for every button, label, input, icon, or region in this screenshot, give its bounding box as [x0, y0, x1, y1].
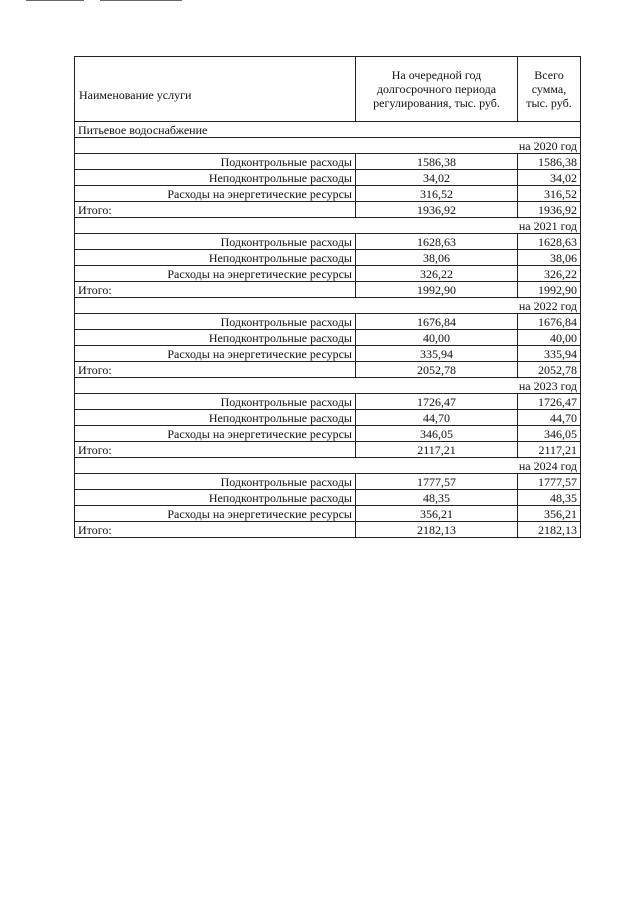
- header-period-amount: На очередной год долгосрочного периода регулирования, тыс. руб.: [356, 57, 518, 122]
- expense-name: Подконтрольные расходы: [75, 474, 356, 490]
- expense-value: 1777,57: [356, 474, 518, 490]
- expense-name: Расходы на энергетические ресурсы: [75, 186, 356, 202]
- header-total-amount: Всего сумма, тыс. руб.: [518, 57, 581, 122]
- total-label: Итого:: [75, 282, 356, 298]
- total-row: [75, 362, 581, 378]
- expense-value: 316,52: [356, 186, 518, 202]
- year-row: [75, 218, 581, 234]
- expense-total: 48,35: [518, 490, 581, 506]
- expense-name: Подконтрольные расходы: [75, 314, 356, 330]
- table-row: [75, 234, 581, 250]
- total-label: Итого:: [75, 202, 356, 218]
- expense-name: Неподконтрольные расходы: [75, 330, 356, 346]
- table-row: [75, 186, 581, 202]
- expense-value: 335,94: [356, 346, 518, 362]
- total-value: 1992,90: [356, 282, 518, 298]
- table-body: [75, 122, 581, 538]
- expense-total: 34,02: [518, 170, 581, 186]
- top-rule-left: [26, 0, 84, 1]
- top-rule-right: [100, 0, 182, 1]
- total-row: [75, 282, 581, 298]
- year-label: на 2024 год: [75, 458, 581, 474]
- year-label: на 2020 год: [75, 138, 581, 154]
- table-row: [75, 346, 581, 362]
- table-row: [75, 250, 581, 266]
- expense-value: 48,35: [356, 490, 518, 506]
- expense-value: 326,22: [356, 266, 518, 282]
- expense-value: 1726,47: [356, 394, 518, 410]
- table-header-row: [75, 57, 581, 122]
- expense-total: 1676,84: [518, 314, 581, 330]
- expense-total: 38,06: [518, 250, 581, 266]
- expense-name: Неподконтрольные расходы: [75, 490, 356, 506]
- table-row: [75, 170, 581, 186]
- expense-total: 1628,63: [518, 234, 581, 250]
- year-label: на 2021 год: [75, 218, 581, 234]
- table-row: [75, 426, 581, 442]
- expense-value: 1676,84: [356, 314, 518, 330]
- expense-value: 346,05: [356, 426, 518, 442]
- expense-total: 1777,57: [518, 474, 581, 490]
- expense-value: 40,00: [356, 330, 518, 346]
- expense-value: 38,06: [356, 250, 518, 266]
- header-service-name: Наименование услуги: [75, 57, 356, 122]
- table-row: [75, 474, 581, 490]
- total-sum: 1992,90: [518, 282, 581, 298]
- total-label: Итого:: [75, 522, 356, 538]
- year-label: на 2022 год: [75, 298, 581, 314]
- table-row: [75, 410, 581, 426]
- tariff-table: [74, 56, 581, 538]
- expense-total: 1586,38: [518, 154, 581, 170]
- total-value: 2117,21: [356, 442, 518, 458]
- expense-name: Подконтрольные расходы: [75, 154, 356, 170]
- year-row: [75, 378, 581, 394]
- total-value: 1936,92: [356, 202, 518, 218]
- expense-total: 356,21: [518, 506, 581, 522]
- expense-name: Расходы на энергетические ресурсы: [75, 346, 356, 362]
- expense-total: 44,70: [518, 410, 581, 426]
- table-row: [75, 314, 581, 330]
- expense-name: Неподконтрольные расходы: [75, 410, 356, 426]
- total-value: 2182,13: [356, 522, 518, 538]
- expense-total: 335,94: [518, 346, 581, 362]
- expense-name: Подконтрольные расходы: [75, 234, 356, 250]
- table-row: [75, 330, 581, 346]
- total-sum: 2117,21: [518, 442, 581, 458]
- table-row: [75, 266, 581, 282]
- expense-name: Неподконтрольные расходы: [75, 170, 356, 186]
- expense-total: 1726,47: [518, 394, 581, 410]
- total-label: Итого:: [75, 442, 356, 458]
- expense-name: Расходы на энергетические ресурсы: [75, 426, 356, 442]
- expense-value: 1628,63: [356, 234, 518, 250]
- expense-total: 346,05: [518, 426, 581, 442]
- expense-total: 326,22: [518, 266, 581, 282]
- expense-name: Неподконтрольные расходы: [75, 250, 356, 266]
- table-row: [75, 490, 581, 506]
- total-sum: 2182,13: [518, 522, 581, 538]
- year-row: [75, 298, 581, 314]
- year-row: [75, 458, 581, 474]
- total-row: [75, 522, 581, 538]
- service-name: Питьевое водоснабжение: [75, 122, 581, 138]
- expense-value: 1586,38: [356, 154, 518, 170]
- expense-value: 356,21: [356, 506, 518, 522]
- year-label: на 2023 год: [75, 378, 581, 394]
- expense-value: 34,02: [356, 170, 518, 186]
- total-row: [75, 202, 581, 218]
- expense-name: Подконтрольные расходы: [75, 394, 356, 410]
- table-row: [75, 506, 581, 522]
- service-row: [75, 122, 581, 138]
- expense-total: 40,00: [518, 330, 581, 346]
- year-row: [75, 138, 581, 154]
- table-row: [75, 394, 581, 410]
- total-sum: 1936,92: [518, 202, 581, 218]
- total-row: [75, 442, 581, 458]
- total-value: 2052,78: [356, 362, 518, 378]
- total-sum: 2052,78: [518, 362, 581, 378]
- expense-name: Расходы на энергетические ресурсы: [75, 506, 356, 522]
- table-row: [75, 154, 581, 170]
- expense-value: 44,70: [356, 410, 518, 426]
- total-label: Итого:: [75, 362, 356, 378]
- expense-name: Расходы на энергетические ресурсы: [75, 266, 356, 282]
- expense-total: 316,52: [518, 186, 581, 202]
